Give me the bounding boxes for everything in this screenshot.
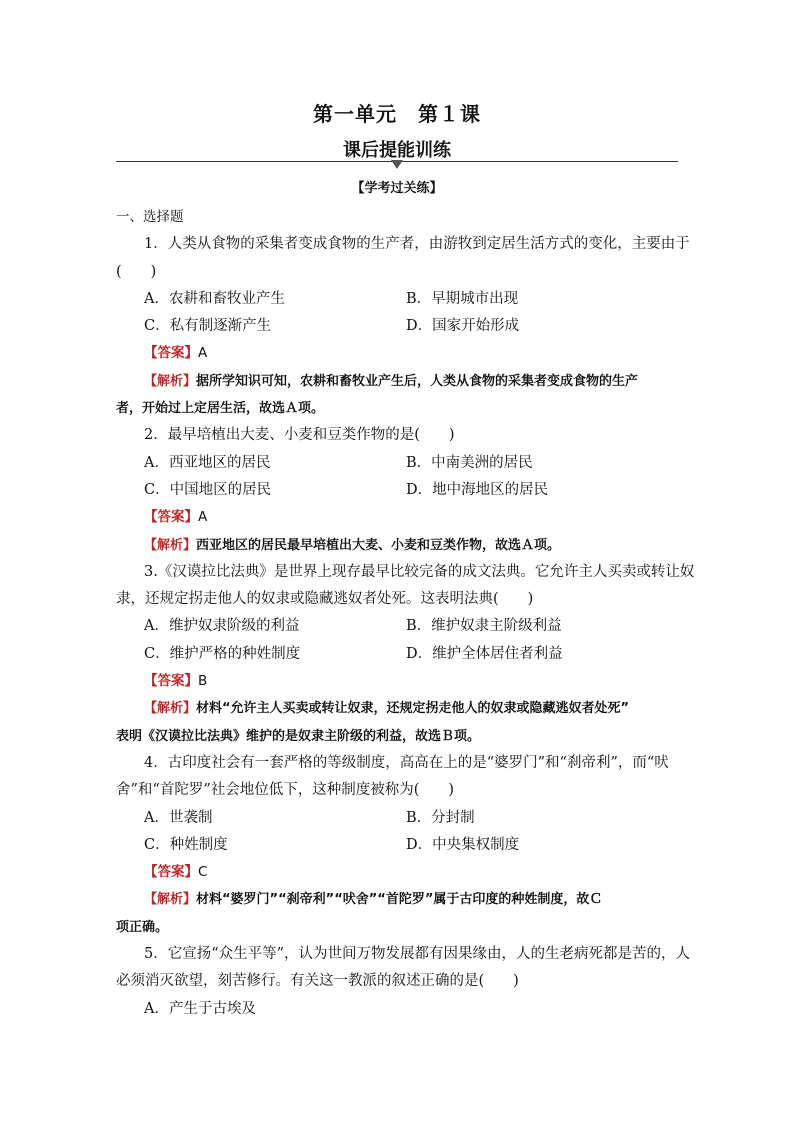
answer-option: A．世袭制 — [144, 809, 213, 826]
answer-option: A．维护奴隶阶级的利益 — [144, 618, 300, 635]
answer-value: A — [198, 345, 208, 362]
section-heading: 一、选择题 — [116, 209, 184, 225]
answer-line — [116, 668, 680, 695]
answer-option: A．农耕和畜牧业产生 — [144, 290, 285, 307]
explanation-label: 【解析】 — [144, 537, 197, 553]
answer-option: C．中国地区的居民 — [144, 481, 272, 498]
explanation-line — [116, 395, 680, 422]
page-subtitle: 课后提能训练 — [343, 140, 451, 161]
explanation-line — [116, 368, 680, 395]
option-row — [116, 286, 680, 313]
explanation-label: 【解析】 — [144, 373, 197, 389]
answer-line — [116, 504, 680, 531]
explanation-line — [116, 695, 680, 722]
answer-option: B．中南美洲的居民 — [406, 454, 533, 471]
question-stem: 舍”和“首陀罗”社会地位低下，这种制度被称为( ) — [116, 782, 455, 799]
option-row — [116, 805, 680, 832]
question-stem: 4．古印度社会有一套严格的等级制度，高高在上的是“婆罗门”和“刹帝利”，而“吠 — [144, 754, 669, 771]
answer-label: 【答案】 — [144, 509, 198, 526]
explanation-label: 【解析】 — [144, 892, 197, 908]
answer-option: C．私有制逐渐产生 — [144, 318, 272, 335]
explanation-line — [116, 914, 680, 941]
option-row — [116, 313, 680, 340]
option-row — [116, 477, 680, 504]
answer-line — [116, 859, 680, 886]
answer-option: A．西亚地区的居民 — [144, 454, 271, 471]
answer-option: C．维护严格的种姓制度 — [144, 645, 301, 662]
answer-option: D．地中海地区的居民 — [406, 481, 549, 498]
explanation-line — [116, 532, 680, 559]
answer-option: B．维护奴隶主阶级利益 — [406, 618, 562, 635]
section-tag: 【学考过关练】 — [351, 181, 443, 196]
answer-option: A．产生于古埃及 — [144, 1000, 256, 1017]
explanation-text: 材料“允许主人买卖或转让奴隶，还规定拐走他人的奴隶或隐藏逃奴者处死” — [196, 701, 630, 717]
option-row — [116, 996, 680, 1023]
page-title: 第一单元 第１课 — [313, 102, 481, 126]
question-stem: 2．最早培植出大麦、小麦和豆类作物的是( ) — [144, 427, 455, 444]
option-row — [116, 832, 680, 859]
answer-option: D．中央集权制度 — [406, 836, 520, 853]
question-stem: 5．它宣扬“众生平等”，认为世间万物发展都有因果缘由，人的生老病死都是苦的，人 — [144, 946, 691, 963]
explanation-text: 据所学知识可知，农耕和畜牧业产生后，人类从食物的采集者变成食物的生产 — [196, 373, 639, 389]
option-row — [116, 613, 680, 640]
answer-value: A — [198, 509, 208, 526]
explanation-text: 西亚地区的居民最早培植出大麦、小麦和豆类作物，故选Ａ项。 — [196, 537, 561, 553]
answer-option: C．种姓制度 — [144, 836, 228, 853]
explanation-line — [116, 723, 680, 750]
answer-option: D．维护全体居住者利益 — [406, 645, 563, 662]
question-stem: 必须消灭欲望，刻苦修行。有关这一教派的叙述正确的是( ) — [116, 973, 519, 990]
explanation-line — [116, 886, 680, 913]
explanation-label: 【解析】 — [144, 701, 197, 717]
explanation-text: 项正确。 — [116, 919, 169, 935]
option-row — [116, 641, 680, 668]
question-stem: ( ) — [116, 263, 157, 280]
question-stem: 1．人类从食物的采集者变成食物的生产者，由游牧到定居生活方式的变化，主要由于 — [144, 236, 690, 253]
answer-label: 【答案】 — [144, 864, 198, 881]
divider-arrow-icon — [391, 160, 403, 169]
answer-option: D．国家开始形成 — [406, 318, 520, 335]
option-row — [116, 450, 680, 477]
answer-option: B．早期城市出现 — [406, 290, 519, 307]
answer-line — [116, 340, 680, 367]
question-list — [116, 204, 695, 1023]
answer-label: 【答案】 — [144, 673, 198, 690]
explanation-text: 者，开始过上定居生活，故选Ａ项。 — [116, 401, 325, 417]
answer-value: B — [198, 673, 208, 690]
question-stem: 3.《汉谟拉比法典》是世界上现存最早比较完备的成文法典。它允许主人买卖或转让奴 — [144, 563, 695, 580]
answer-label: 【答案】 — [144, 345, 198, 362]
question-stem: 隶，还规定拐走他人的奴隶或隐藏逃奴者处死。这表明法典( ) — [116, 591, 534, 608]
answer-value: C — [198, 864, 208, 881]
explanation-text: 材料“婆罗门”“刹帝利”“吠舍”“首陀罗”属于古印度的种姓制度，故Ｃ — [196, 892, 603, 908]
answer-option: B．分封制 — [406, 809, 475, 826]
explanation-text: 表明《汉谟拉比法典》维护的是奴隶主阶级的利益，故选Ｂ项。 — [116, 728, 481, 744]
